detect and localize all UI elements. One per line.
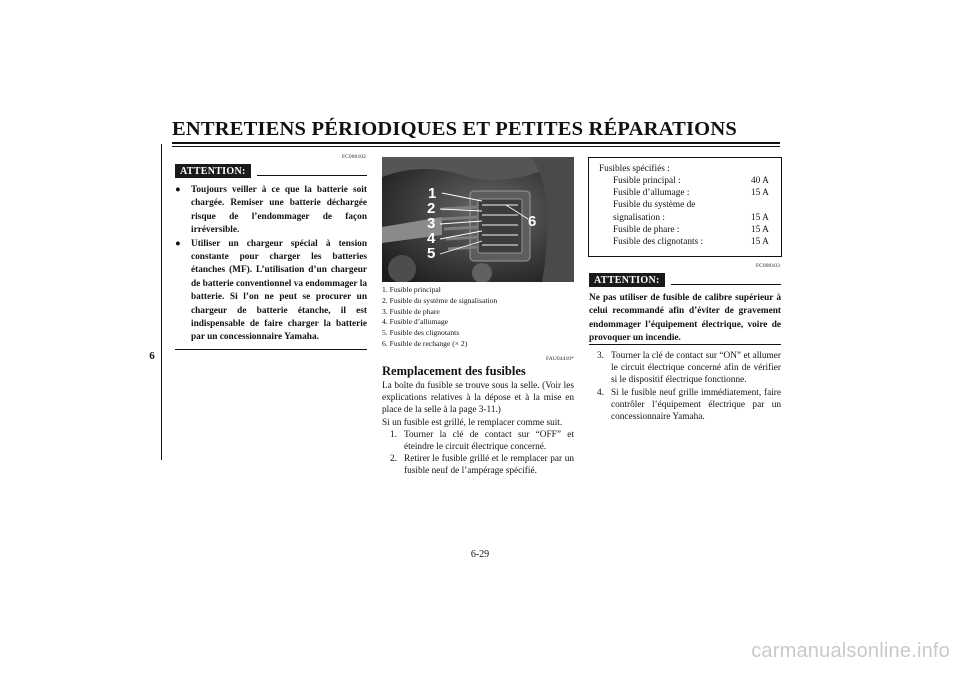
attention-end-rule-right [589, 344, 781, 345]
spec-label: Fusible d’allumage : [613, 188, 690, 199]
callout-5: 5 [427, 245, 436, 262]
step-item [382, 453, 574, 477]
step-item [382, 429, 574, 453]
legend-item: 3. Fusible de phare [382, 306, 440, 316]
step-text: Tourner la clé de contact sur “OFF” et éteindre le circuit électrique concerné. [404, 429, 574, 453]
fuse-box-photo [382, 157, 574, 282]
callout-3: 3 [427, 215, 436, 232]
callout-6: 6 [528, 213, 537, 230]
spec-title: Fusibles spécifiés : [599, 164, 670, 174]
chapter-margin-line [161, 144, 162, 460]
spec-value: 40 A [751, 176, 769, 186]
attention-end-rule-left [175, 349, 367, 350]
bullet-item [175, 238, 367, 345]
spec-value: 15 A [751, 224, 769, 235]
attention-warning-right: Ne pas utiliser de fusible de calibre supérieur à celui recommandé afin d’éviter de gravement endommager l’équipement électrique, voire de provoquer un incendie. [589, 293, 781, 344]
bullet-item [175, 184, 367, 238]
attention-label-left: ATTENTION: [175, 164, 251, 178]
spec-row [613, 212, 773, 224]
attention-rule-left [257, 175, 367, 176]
step-item [589, 350, 781, 387]
bullet-text: Toujours veiller à ce que la batterie soit chargée. Remiser une batterie déchargée risque de l’endommager de façon irréversible. [191, 185, 367, 236]
step-item [589, 387, 781, 424]
step-text: Si le fusible neuf grille immédiatement, faire contrôler l’équipement électrique par un concessionnaire Yamaha. [611, 387, 781, 423]
chapter-tab: 6 [149, 350, 155, 362]
spec-label: Fusible de phare : [613, 224, 680, 235]
step-number: 2. [390, 454, 397, 465]
spec-row [613, 199, 773, 211]
middle-code: FAU04410* [546, 356, 574, 362]
spec-value: 15 A [751, 212, 769, 223]
spec-row [613, 236, 773, 248]
bullet-dot-icon: ● [175, 238, 181, 249]
callout-4: 4 [427, 230, 436, 247]
step-text: Retirer le fusible grillé et le remplacer par un fusible neuf de l’ampérage spécifié. [404, 454, 574, 477]
middle-body [382, 380, 574, 478]
legend-item: 5. Fusible des clignotants [382, 328, 460, 338]
spec-label: Fusible principal : [613, 176, 681, 186]
callout-1: 1 [428, 185, 437, 202]
title-rule-thin [172, 146, 780, 147]
title-rule [172, 142, 780, 144]
spec-label: Fusible du système de [613, 200, 696, 211]
attention-label-right: ATTENTION: [589, 273, 665, 287]
step-number: 3. [597, 351, 604, 361]
attention-bullets [175, 184, 367, 345]
legend-item: 2. Fusible du système de signalisation [382, 295, 498, 305]
spec-value: 15 A [751, 237, 769, 248]
attention-rule-right [671, 284, 781, 285]
spec-value: 15 A [751, 188, 769, 199]
step-number: 1. [390, 429, 397, 440]
spec-value [751, 199, 773, 211]
spec-label: signalisation : [613, 212, 665, 223]
spec-row [613, 175, 773, 187]
fuse-box-illustration [382, 157, 574, 282]
intro-paragraph-2: Si un fusible est grillé, le remplacer comme suit. [382, 417, 563, 428]
left-code: FC000102 [341, 154, 366, 160]
bullet-dot-icon: ● [175, 185, 181, 195]
legend-item: 4. Fusible d’allumage [382, 317, 449, 327]
page-number: 6-29 [470, 549, 490, 560]
right-steps [589, 350, 781, 423]
bullet-text: Utiliser un chargeur spécial à tension constante pour charger les batteries étanches (MF). L’utilisation d’un chargeur de batterie conventionnel va endommager la batterie. Si l’on ne peut se procurer un chargeur de batterie étanche, il est indispensable de faire charger la batterie par un concessionnaire Yamaha. [191, 238, 367, 343]
right-code: FC000103 [755, 263, 780, 269]
spec-list [613, 175, 773, 248]
callout-2: 2 [427, 200, 436, 217]
step-number: 4. [597, 387, 604, 398]
legend-item: 1. Fusible principal [382, 285, 441, 294]
intro-paragraph: La boîte du fusible se trouve sous la selle. (Voir les explications relatives à la dépose et à la mise en place de la selle à la page 3-11.) [382, 381, 574, 416]
figure-legend [382, 285, 577, 350]
section-heading: Remplacement des fusibles [382, 364, 526, 378]
fuse-spec-box [588, 157, 782, 257]
watermark: carmanualsonline.info [751, 640, 950, 662]
spec-row [613, 224, 773, 236]
spec-row [613, 187, 773, 199]
legend-item: 6. Fusible de rechange (× 2) [382, 338, 468, 348]
spec-label: Fusible des clignotants : [613, 237, 704, 248]
step-text: Tourner la clé de contact sur “ON” et allumer le circuit électrique concerné afin de vérifier si le dispositif électrique fonctionne. [611, 351, 781, 386]
page-title: ENTRETIENS PÉRIODIQUES ET PETITES RÉPARATIONS [172, 118, 737, 140]
